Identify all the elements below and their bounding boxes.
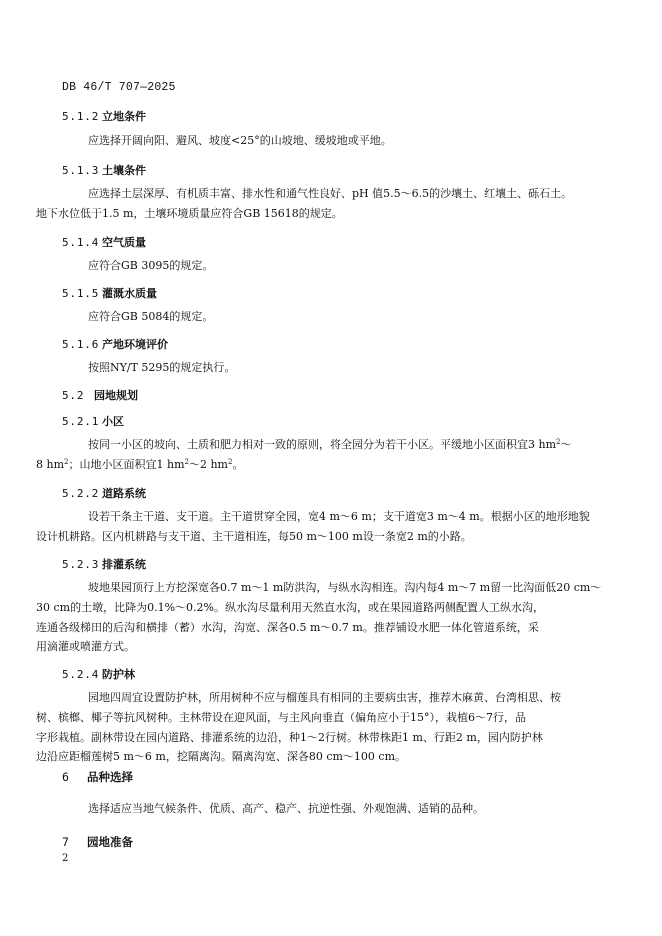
superscript: 2 xyxy=(64,457,69,466)
paragraph-line: 应选择土层深厚、有机质丰富、排水性和通气性良好、pH 值5.5～6.5的沙壤土、红壤土、砾石土。 xyxy=(88,187,573,200)
paragraph-line: 边沿应距榴莲树5 m～6 m，挖隔离沟。隔离沟宽、深各80 cm～100 cm。 xyxy=(36,750,407,764)
paragraph-line: 应符合GB 3095的规定。 xyxy=(88,259,214,272)
heading-6 xyxy=(62,769,133,785)
paragraph-line: 应符合GB 5084的规定。 xyxy=(88,310,214,323)
paragraph-line xyxy=(62,435,608,455)
heading-5-2-4 xyxy=(62,666,135,682)
paragraph-5-2-4 xyxy=(36,688,608,767)
heading-number: 5.2 xyxy=(62,389,85,402)
paragraph-line: 设若干条主干道、支干道。主干道贯穿全园，宽4 m～6 m；支干道宽3 m～4 m。根据小区的地形地貌 xyxy=(88,510,590,523)
heading-title: 灌溉水质量 xyxy=(102,287,157,300)
paragraph-line: 应选择开阔向阳、避风、坡度<25°的山坡地、缓坡地或平地。 xyxy=(88,134,392,147)
paragraph-line: 树、槟榔、椰子等抗风树种。主林带设在迎风面，与主风向垂直（偏角应小于15°），栽植6～7行，品 xyxy=(36,710,526,724)
text-run: 。 xyxy=(232,457,244,471)
heading-title: 园地规划 xyxy=(94,389,138,402)
heading-title: 品种选择 xyxy=(87,770,133,784)
heading-number: 5.1.2 xyxy=(62,110,100,123)
heading-number: 5.1.3 xyxy=(62,164,100,177)
heading-title: 土壤条件 xyxy=(102,164,146,177)
text-run: ～2 hm xyxy=(188,457,228,471)
paragraph-line: 选择适应当地气候条件、优质、高产、稳产、抗逆性强、外观饱满、适销的品种。 xyxy=(88,802,484,815)
heading-title: 道路系统 xyxy=(102,487,146,500)
heading-title: 防护林 xyxy=(102,668,135,681)
heading-title: 立地条件 xyxy=(102,110,146,123)
text-run: 8 hm xyxy=(36,457,65,471)
heading-number: 5.2.1 xyxy=(62,415,100,428)
page-number: 2 xyxy=(62,853,69,864)
paragraph-line xyxy=(36,455,608,475)
heading-5-1-3 xyxy=(62,162,146,178)
heading-title: 小区 xyxy=(102,415,124,428)
paragraph-line: 坡地果园顶行上方挖深宽各0.7 m～1 m防洪沟，与纵水沟相连。沟内每4 m～7 m留一比沟面低20 cm～ xyxy=(88,581,602,594)
heading-number: 5.1.6 xyxy=(62,338,100,351)
superscript: 2 xyxy=(184,457,189,466)
heading-5-2-1 xyxy=(62,413,124,429)
heading-title: 产地环境评价 xyxy=(102,338,168,351)
heading-number: 5.2.2 xyxy=(62,487,100,500)
heading-number: 6 xyxy=(62,770,70,784)
heading-number: 5.2.4 xyxy=(62,668,100,681)
heading-7 xyxy=(62,834,133,850)
heading-number: 7 xyxy=(62,835,70,849)
heading-title: 空气质量 xyxy=(102,236,146,249)
paragraph-line: 设计机耕路。区内机耕路与支干道、主干道相连，每50 m～100 m设一条宽2 m的小路。 xyxy=(36,529,472,543)
text-run: ；山地小区面积宜1 hm xyxy=(68,457,185,471)
heading-5-2-3 xyxy=(62,556,146,572)
heading-5-1-5 xyxy=(62,285,157,301)
paragraph-5-1-3 xyxy=(36,184,608,224)
standard-header: DB 46/T 707—2025 xyxy=(62,81,176,94)
heading-number: 5.1.5 xyxy=(62,287,100,300)
superscript: 2 xyxy=(227,457,233,466)
heading-5-1-4 xyxy=(62,234,146,250)
heading-number: 5.2.3 xyxy=(62,558,100,571)
paragraph-line: 字形栽植。副林带设在园内道路、排灌系统的边沿，种1～2行树。林带株距1 m、行距2 m，园内防护林 xyxy=(36,730,543,744)
paragraph-6 xyxy=(62,799,608,819)
heading-5-2-2 xyxy=(62,485,146,501)
heading-number: 5.1.4 xyxy=(62,236,100,249)
paragraph-5-2-1 xyxy=(36,435,608,475)
paragraph-5-1-6 xyxy=(62,358,608,378)
heading-5-1-6 xyxy=(62,336,168,352)
paragraph-5-1-5 xyxy=(62,307,608,327)
heading-title: 园地准备 xyxy=(87,835,133,849)
paragraph-5-2-2 xyxy=(36,507,608,547)
paragraph-5-2-3 xyxy=(36,578,608,657)
paragraph-line: 地下水位低于1.5 m，土壤环境质量应符合GB 15618的规定。 xyxy=(36,206,343,220)
text-run: ～ xyxy=(560,438,572,451)
paragraph-line: 连通各级梯田的后沟和横排（蓄）水沟，沟宽、深各0.5 m～0.7 m。推荐铺设水肥一体化管道系统，采 xyxy=(36,620,539,634)
paragraph-line: 按照NY/T 5295的规定执行。 xyxy=(88,361,236,374)
heading-5-2 xyxy=(62,387,138,403)
superscript: 2 xyxy=(556,438,561,446)
paragraph-5-1-4 xyxy=(62,256,608,276)
paragraph-line: 30 cm的土墩，比降为0.1%～0.2%。纵水沟尽量利用天然直水沟，或在果园道路两侧配置人工纵水沟， xyxy=(36,600,544,614)
paragraph-line: 用滴灌或喷灌方式。 xyxy=(36,640,135,654)
text-run: 按同一小区的坡向、土质和肥力相对一致的原则，将全园分为若干小区。平缓地小区面积宜3 hm xyxy=(88,438,557,451)
heading-title: 排灌系统 xyxy=(102,558,146,571)
paragraph-5-1-2 xyxy=(62,131,608,151)
heading-5-1-2 xyxy=(62,108,146,124)
paragraph-line: 园地四周宜设置防护林，所用树种不应与榴莲具有相同的主要病虫害，推荐木麻黄、台湾相思、桉 xyxy=(88,691,561,704)
